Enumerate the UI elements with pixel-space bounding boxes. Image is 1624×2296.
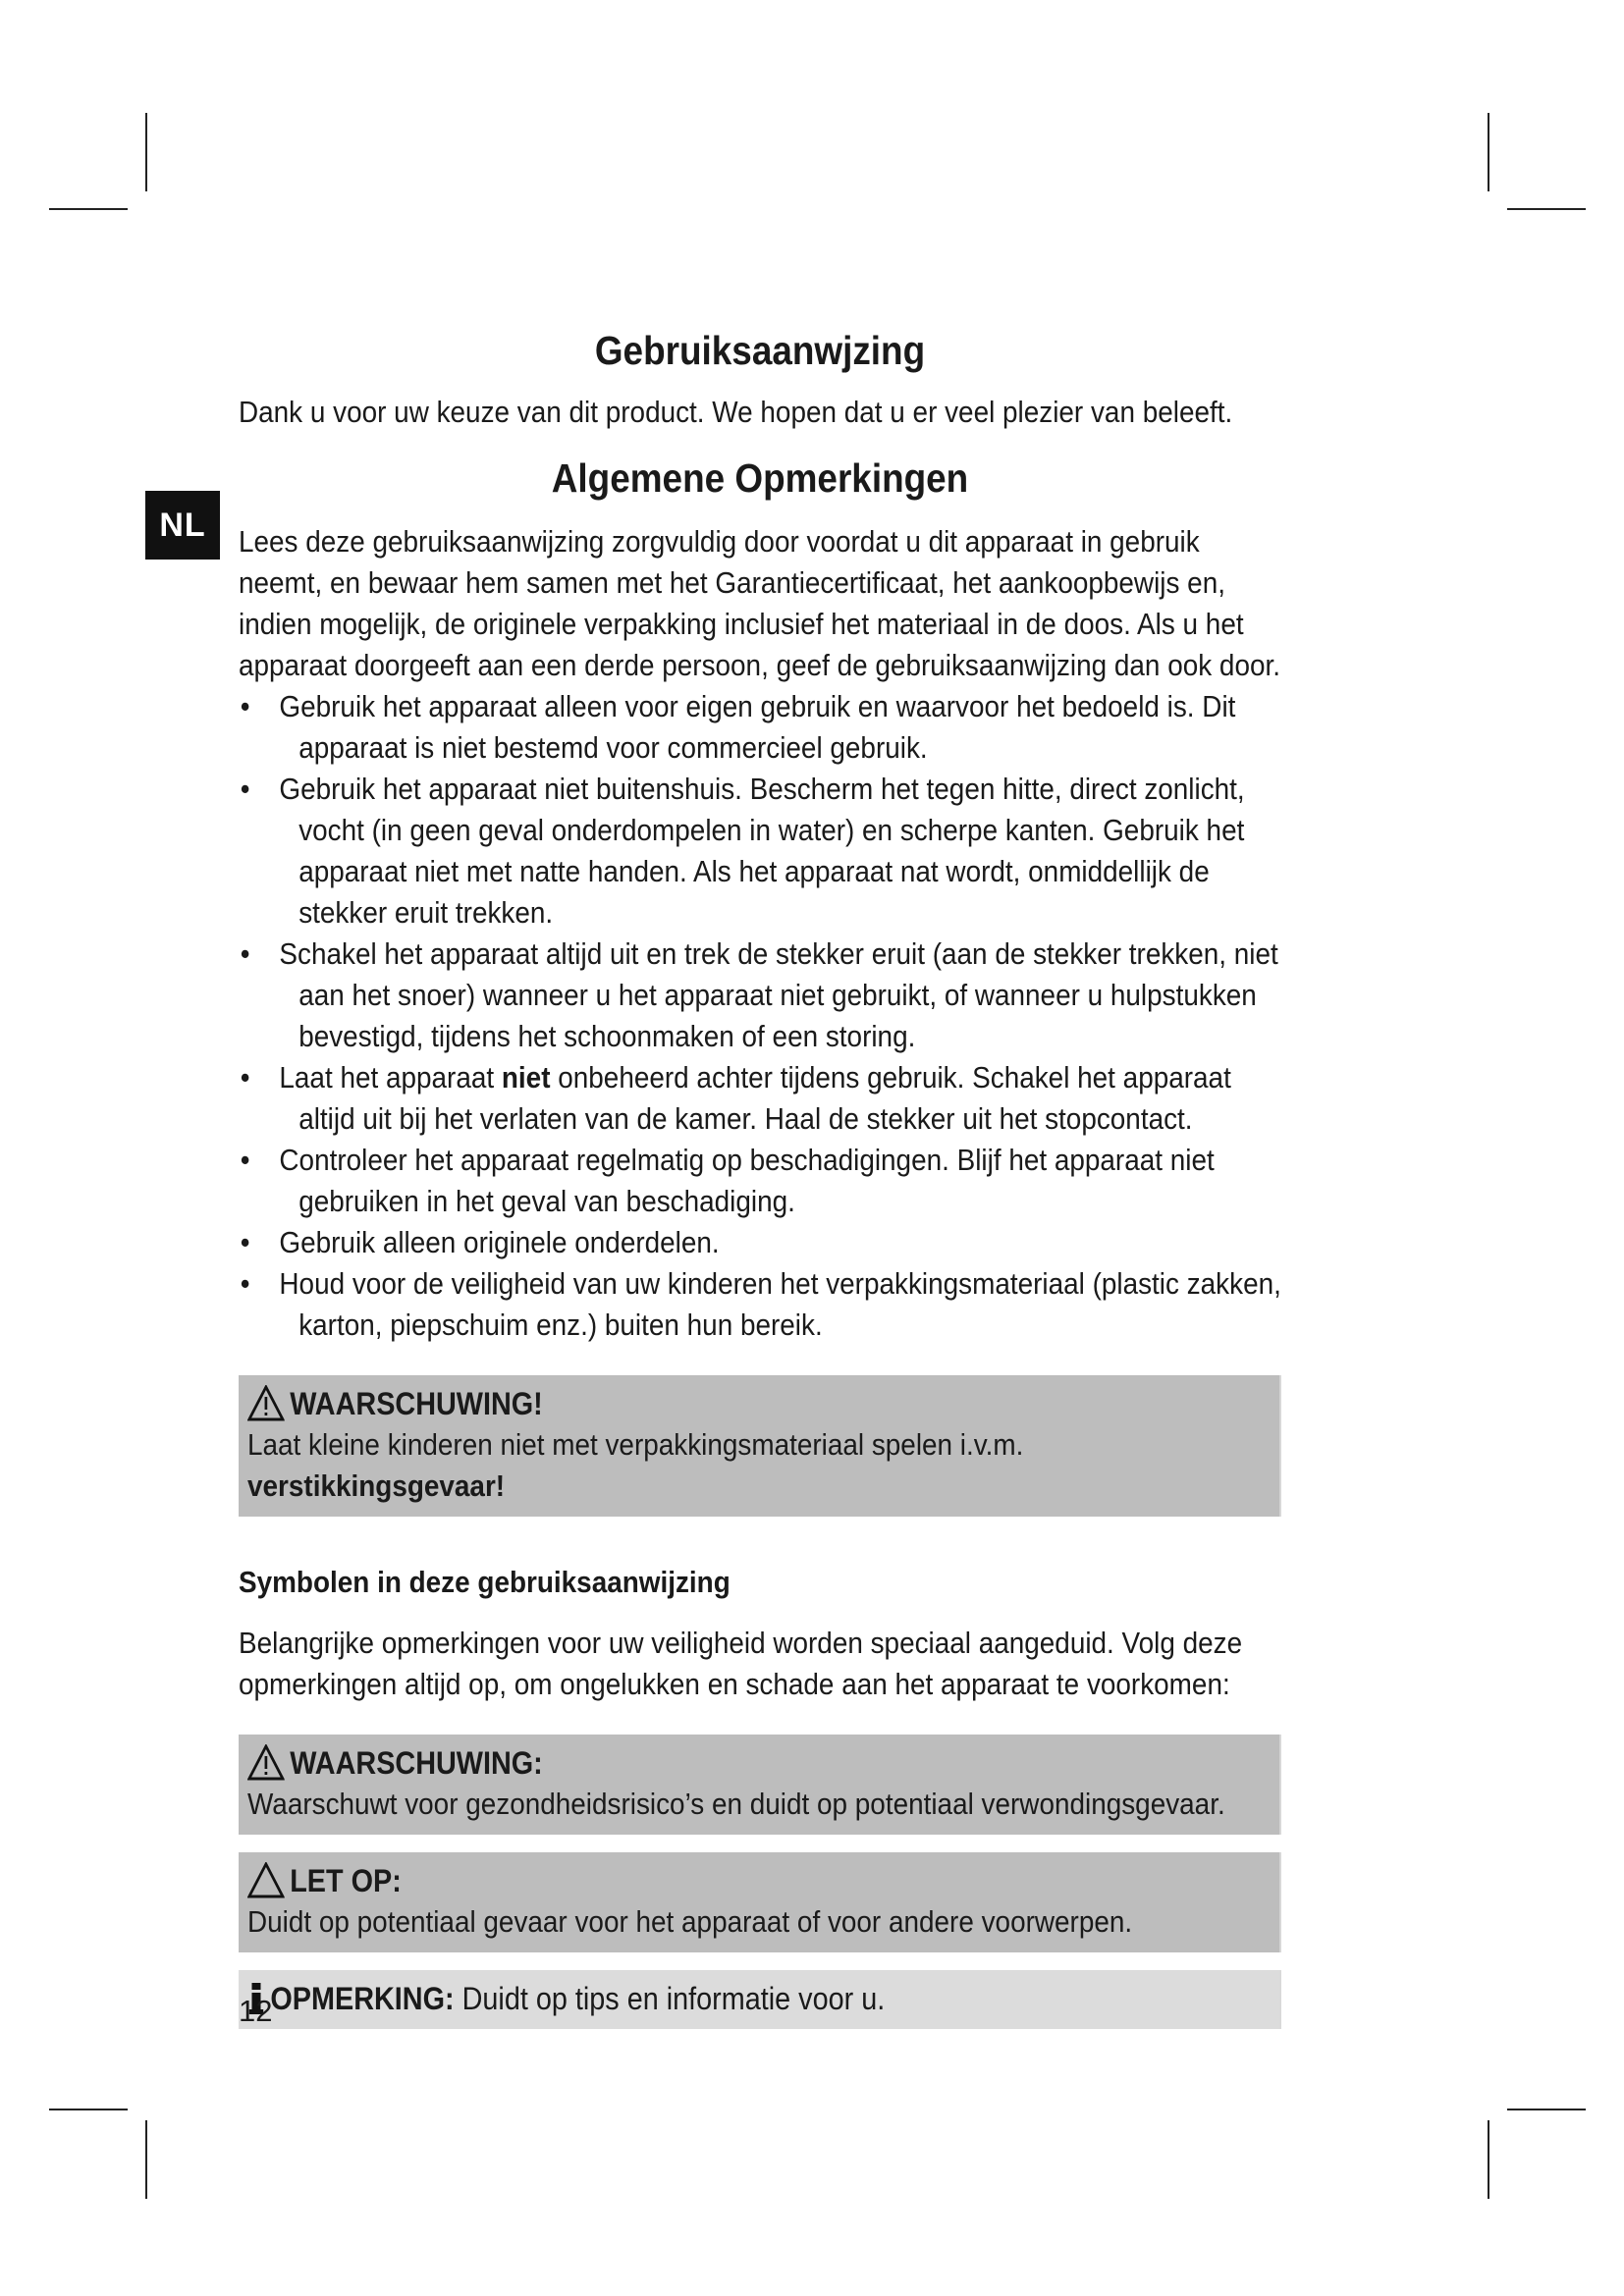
warning-triangle-icon (247, 1744, 285, 1782)
list-item: • Laat het apparaat niet onbeheerd achter tijdens gebruik. Schakel het apparaat altijd uit bij het verlaten van de kamer. Haal de stekker uit het stopcontact. (240, 1060, 1231, 1136)
symbol-warning-box (239, 1735, 1281, 1835)
symbol-note-heading: OPMERKING: (270, 1981, 455, 2016)
crop-mark (49, 2109, 128, 2110)
symbol-warning-text: Waarschuwt voor gezondheidsrisico’s en duidt op potentiaal verwondingsgevaar. (247, 1787, 1225, 1821)
warning-heading: WAARSCHUWING! (290, 1386, 543, 1421)
crop-mark (1507, 2109, 1586, 2110)
intro-text: Dank u voor uw keuze van dit product. We hopen dat u er veel plezier van beleeft. (239, 395, 1233, 429)
symbol-note-text: Duidt op tips en informatie voor u. (454, 1981, 886, 2016)
symbol-caution-text: Duidt op potentiaal gevaar voor het apparaat of voor andere voorwerpen. (247, 1904, 1133, 1939)
section-heading-symbols: Symbolen in deze gebruiksaanwijzing (239, 1565, 731, 1599)
section-heading-general: Algemene Opmerkingen (551, 455, 969, 501)
page-content (239, 319, 1281, 2029)
list-item: • Controleer het apparaat regelmatig op beschadigingen. Blijf het apparaat niet gebruiken in het geval van beschadiging. (240, 1143, 1215, 1218)
list-item: • Gebruik alleen originele onderdelen. (240, 1225, 720, 1259)
symbol-caution-box (239, 1852, 1281, 1952)
warning-text: Laat kleine kinderen niet met verpakkingsmateriaal spelen i.v.m. (247, 1427, 1024, 1462)
list-item: • Gebruik het apparaat niet buitenshuis. Bescherm het tegen hitte, direct zonlicht, vocht (in geen geval onderdompelen in water) en scherpe kanten. Gebruik het apparaat niet met natte handen. Als het apparaat nat wordt, onmiddellijk de stekker eruit trekken. (240, 772, 1245, 930)
warning-triangle-icon (247, 1385, 285, 1422)
caution-triangle-icon (247, 1862, 285, 1899)
crop-mark (49, 208, 128, 210)
safety-bullet-list (239, 686, 1281, 1346)
list-item: • Gebruik het apparaat alleen voor eigen gebruik en waarvoor het bedoeld is. Dit apparaat is niet bestemd voor commercieel gebruik. (240, 689, 1236, 765)
page-number: 12 (239, 1994, 273, 2028)
crop-mark (1507, 208, 1586, 210)
symbol-warning-heading: WAARSCHUWING: (290, 1745, 543, 1781)
crop-mark (1488, 113, 1489, 191)
symbol-note-box (239, 1970, 1281, 2029)
list-item: • Schakel het apparaat altijd uit en trek de stekker eruit (aan de stekker trekken, niet aan het snoer) wanneer u het apparaat niet gebruikt, of wanneer u hulpstukken bevestigd, tijdens het schoonmaken of een storing. (240, 936, 1278, 1053)
general-paragraph: Lees deze gebruiksaanwijzing zorgvuldig door voordat u dit apparaat in gebruik neemt, en bewaar hem samen met het Garantiecertificaat, het aankoopbewijs en, indien mogelijk, de originele verpakking inclusief het materiaal in de doos. Als u het apparaat doorgeeft aan een derde persoon, geef de gebruiksaanwijzing dan ook door. (239, 524, 1281, 682)
warning-box (239, 1375, 1281, 1517)
page-title: Gebruiksaanwjzing (594, 328, 926, 373)
symbols-paragraph: Belangrijke opmerkingen voor uw veiligheid worden speciaal aangeduid. Volg deze opmerkingen altijd op, om ongelukken en schade aan het apparaat te voorkomen: (239, 1626, 1243, 1701)
symbol-caution-heading: LET OP: (290, 1863, 402, 1898)
crop-mark (1488, 2120, 1489, 2199)
language-tab: NL (145, 491, 220, 560)
warning-bold-text: verstikkingsgevaar! (247, 1468, 506, 1503)
crop-mark (145, 113, 147, 191)
list-item: • Houd voor de veiligheid van uw kinderen het verpakkingsmateriaal (plastic zakken, karton, piepschuim enz.) buiten hun bereik. (240, 1266, 1281, 1342)
crop-mark (145, 2120, 147, 2199)
